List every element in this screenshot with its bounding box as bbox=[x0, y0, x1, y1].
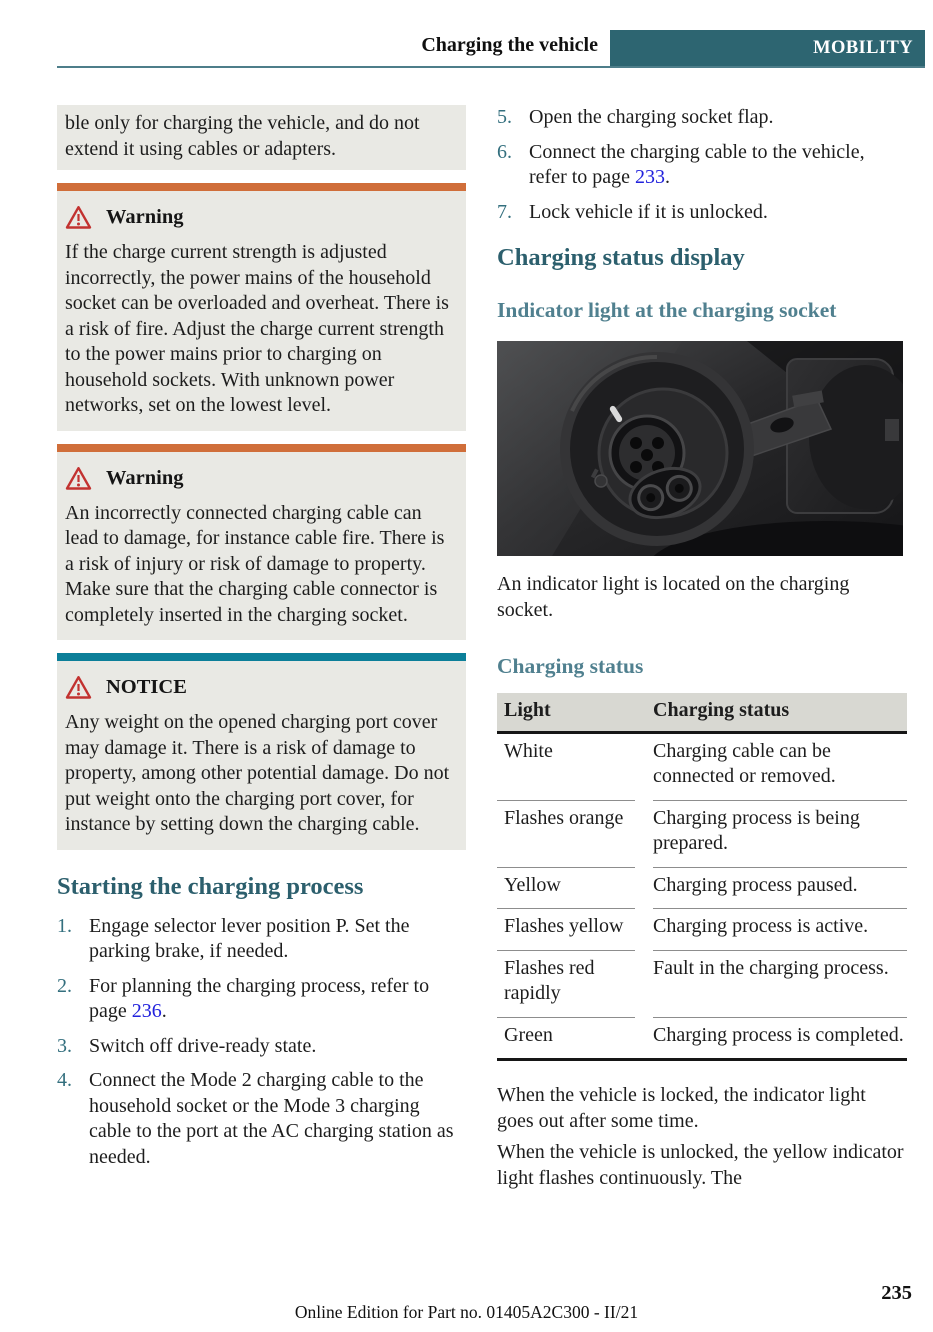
warning-triangle-icon bbox=[65, 205, 92, 230]
table-header-row bbox=[497, 693, 907, 734]
chapter-tab-mobility: MOBILITY bbox=[610, 30, 925, 67]
footer-edition-text: Online Edition for Part no. 01405A2C300 - II/21 bbox=[294, 1302, 639, 1322]
table-cell-status: Charging process paused. bbox=[653, 868, 907, 910]
step-number: 6. bbox=[497, 140, 512, 163]
step-number: 3. bbox=[57, 1034, 72, 1057]
table-cell-light: Yellow bbox=[497, 868, 635, 910]
table-row bbox=[497, 868, 907, 910]
step-text-run: Connect the Mode 2 charging cable to the household socket or the Mode 3 charging cable to the port at the AC charging station as needed. bbox=[89, 1069, 454, 1168]
table-cell-light: Green bbox=[504, 1023, 553, 1046]
step-number: 7. bbox=[497, 200, 512, 223]
step-text-suffix: . bbox=[665, 166, 671, 188]
step-text-suffix: . bbox=[161, 1000, 167, 1022]
notice-text: Any weight on the opened charging port cover may damage it. There is a risk of damage to property, among other potential damage. Do not put weight onto the charging port cover, for instance by setting down the charging cable. bbox=[65, 711, 450, 835]
step-item bbox=[57, 1034, 466, 1060]
page-title: Charging the vehicle bbox=[421, 34, 598, 56]
right-column bbox=[497, 105, 907, 1197]
step-number: 5. bbox=[497, 106, 512, 128]
section-heading-charging-status-display: Charging status display bbox=[497, 244, 745, 271]
table-cell-status: Charging process is being prepared. bbox=[653, 801, 907, 868]
section-heading-starting-charging: Starting the charging process bbox=[57, 872, 364, 900]
steps-list-5-7 bbox=[497, 105, 907, 225]
warning-title: Warning bbox=[106, 466, 184, 489]
warning-title: Warning bbox=[106, 206, 184, 228]
warning-box bbox=[57, 183, 466, 431]
step-number: 1. bbox=[57, 914, 72, 937]
warning-title-row bbox=[65, 466, 458, 491]
left-column bbox=[57, 105, 466, 1179]
step-item bbox=[57, 1068, 466, 1170]
table-cell-light: White bbox=[497, 734, 635, 801]
table-row bbox=[497, 1018, 907, 1059]
step-text-run: Switch off drive-ready state. bbox=[89, 1034, 317, 1057]
subheading-charging-status: Charging status bbox=[497, 654, 644, 678]
step-item bbox=[497, 140, 907, 191]
warning-title-row bbox=[65, 205, 458, 230]
table-row bbox=[497, 801, 907, 868]
figure-caption: An indicator light is located on the charging socket. bbox=[497, 573, 850, 621]
warning-triangle-icon bbox=[65, 675, 92, 700]
table-row bbox=[497, 734, 907, 801]
table-cell-status: Charging process is completed. bbox=[653, 1023, 904, 1046]
after-table-paragraphs bbox=[497, 1083, 907, 1191]
table-row bbox=[497, 909, 907, 951]
step-text bbox=[89, 1068, 466, 1170]
paragraph-locked: When the vehicle is locked, the indicator light goes out after some time. bbox=[497, 1084, 866, 1132]
step-text bbox=[529, 200, 907, 226]
step-item bbox=[57, 914, 466, 965]
warning-text: An incorrectly connected charging cable can lead to damage, for instance cable fire. There is a risk of injury or risk of damage to property. Make sure that the charging cable connector is completely inserted in the charging socket. bbox=[65, 501, 445, 626]
steps-list-1-4 bbox=[57, 914, 466, 1171]
intro-text-box: ble only for charging the vehicle, and do not extend it using cables or adapters. bbox=[57, 105, 466, 170]
step-item bbox=[57, 974, 466, 1025]
table-row bbox=[497, 951, 907, 1018]
paragraph-unlocked: When the vehicle is unlocked, the yellow indicator light flashes continuously. The bbox=[497, 1141, 904, 1189]
step-text bbox=[89, 974, 466, 1025]
step-number: 4. bbox=[57, 1069, 72, 1091]
column-header-charging-status: Charging status bbox=[653, 699, 790, 721]
step-text-run: Open the charging socket flap. bbox=[529, 106, 774, 128]
step-text bbox=[89, 1034, 466, 1060]
table-cell-status: Fault in the charging process. bbox=[653, 951, 907, 1018]
step-text bbox=[529, 105, 907, 131]
notice-title-row bbox=[65, 675, 458, 700]
page-link-233[interactable]: 233 bbox=[635, 166, 666, 188]
table-cell-light: Flashes yellow bbox=[497, 909, 635, 951]
table-cell-light: Flashes red rapidly bbox=[497, 951, 635, 1018]
charging-socket-photo bbox=[497, 341, 903, 556]
step-text-run: Engage selector lever position P. Set the parking brake, if needed. bbox=[89, 914, 410, 962]
warning-text: If the charge current strength is adjusted incorrectly, the power mains of the household socket can be overloaded and overheat. There is a risk of fire. Adjust the charge current strength to the power mains prior to charging on household sockets. With unknown power networks, set on the lowest level. bbox=[65, 241, 449, 416]
warning-triangle-icon bbox=[65, 466, 92, 491]
notice-title: NOTICE bbox=[106, 676, 187, 698]
step-number: 2. bbox=[57, 974, 72, 997]
table-cell-status: Charging process is active. bbox=[653, 909, 907, 951]
step-item bbox=[497, 105, 907, 131]
subheading-indicator-light: Indicator light at the charging socket bbox=[497, 298, 837, 322]
page-link-236[interactable]: 236 bbox=[131, 1000, 162, 1022]
table-cell-status: Charging cable can be connected or removed. bbox=[653, 734, 907, 801]
column-header-light: Light bbox=[504, 699, 551, 721]
charging-status-table bbox=[497, 693, 907, 1061]
step-text-run: Connect the charging cable to the vehicle, refer to page bbox=[529, 140, 865, 188]
step-text bbox=[89, 914, 466, 965]
warning-box bbox=[57, 444, 466, 641]
step-text bbox=[529, 140, 907, 191]
header-divider bbox=[57, 66, 925, 68]
step-text-run: Lock vehicle if it is unlocked. bbox=[529, 200, 768, 223]
table-cell-light: Flashes orange bbox=[497, 801, 635, 868]
page-number: 235 bbox=[881, 1282, 912, 1304]
step-item bbox=[497, 200, 907, 226]
step-text-run: For planning the charging process, refer to page bbox=[89, 974, 430, 1022]
notice-box bbox=[57, 653, 466, 850]
